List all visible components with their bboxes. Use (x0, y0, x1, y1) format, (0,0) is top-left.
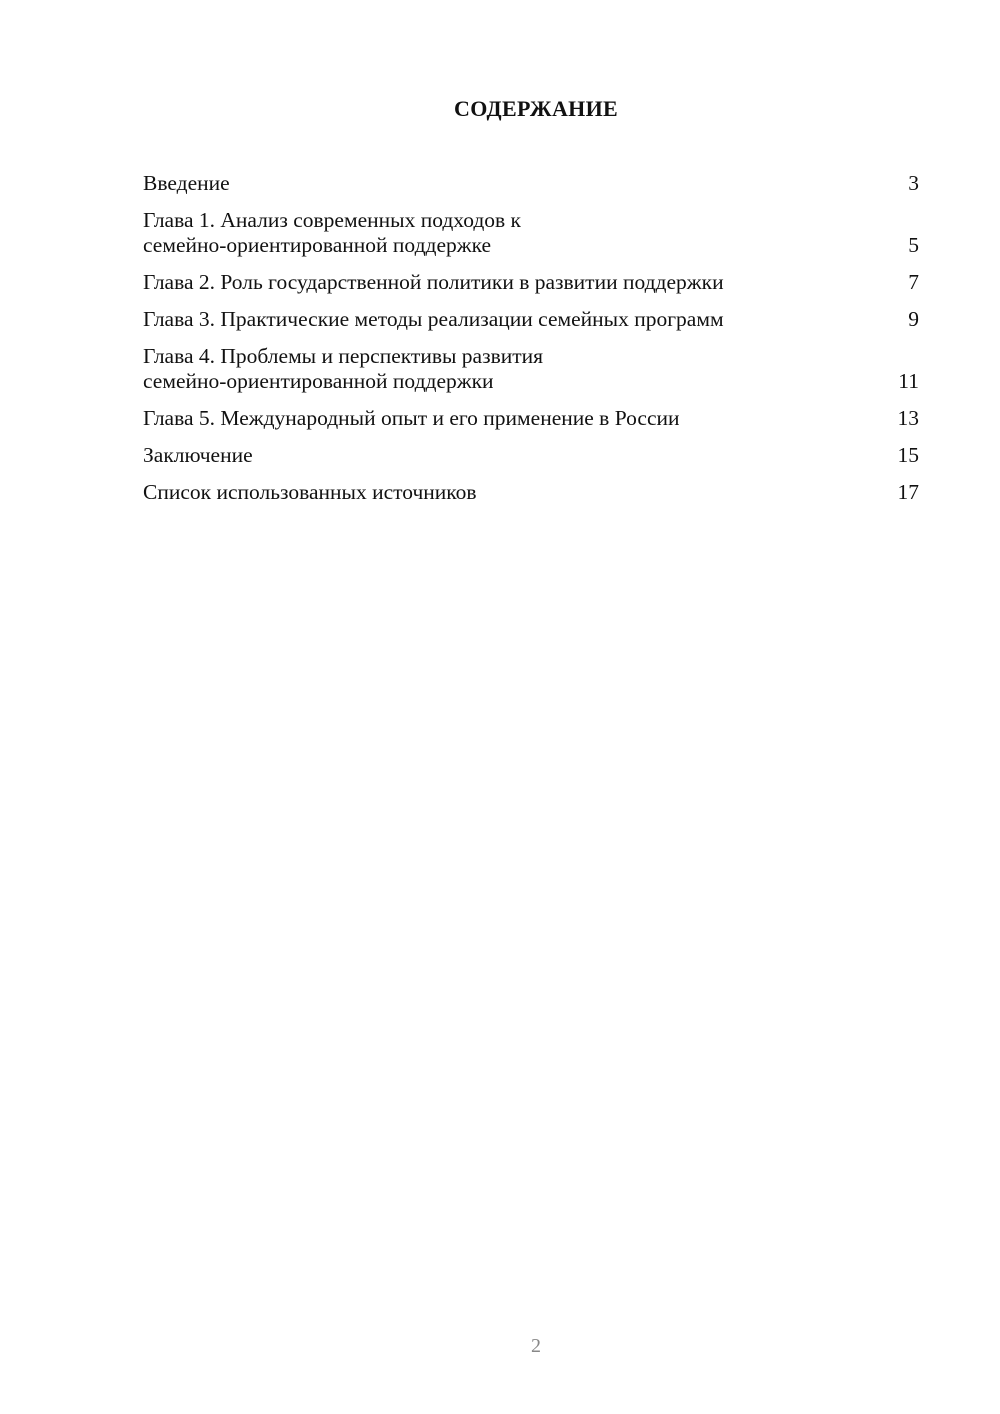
page-number: 2 (531, 1335, 541, 1357)
toc-entry-label (143, 480, 477, 505)
toc-entry-page: 9 (908, 307, 919, 331)
page-title: СОДЕРЖАНИЕ (454, 96, 618, 121)
toc-entry-chapter-2 (143, 270, 919, 295)
toc-entry-label (143, 443, 253, 468)
toc-entry-chapter-1 (143, 208, 919, 258)
toc-entry-chapter-5 (143, 406, 919, 431)
toc-entry-introduction (143, 171, 919, 196)
toc-entry-line: семейно-ориентированной поддержки (143, 369, 494, 393)
toc-entry-label (143, 307, 724, 332)
toc-entry-page: 17 (897, 480, 919, 504)
toc-entry-line: Заключение (143, 443, 253, 467)
table-of-contents (143, 171, 919, 517)
toc-entry-page: 7 (908, 270, 919, 294)
toc-entry-label (143, 406, 680, 431)
toc-entry-line: Глава 1. Анализ современных подходов к (143, 208, 522, 232)
toc-entry-line: Глава 5. Международный опыт и его применение в России (143, 406, 680, 430)
toc-entry-line: Глава 4. Проблемы и перспективы развития (143, 344, 544, 368)
toc-entry-line: Глава 2. Роль государственной политики в развитии поддержки (143, 270, 724, 294)
toc-entry-page: 11 (898, 369, 919, 393)
toc-entry-references (143, 480, 919, 505)
toc-entry-chapter-4 (143, 344, 919, 394)
toc-entry-conclusion (143, 443, 919, 468)
toc-entry-page: 5 (908, 233, 919, 257)
toc-entry-line: Глава 3. Практические методы реализации семейных программ (143, 307, 724, 331)
toc-entry-label (143, 270, 724, 295)
toc-entry-label (143, 208, 521, 258)
toc-entry-line: Список использованных источников (143, 480, 477, 504)
toc-entry-line: семейно-ориентированной поддержке (143, 233, 492, 257)
toc-entry-line: Введение (143, 171, 230, 195)
toc-entry-label (143, 171, 230, 196)
toc-entry-page: 13 (897, 406, 919, 430)
toc-entry-page: 3 (908, 171, 919, 195)
toc-entry-chapter-3 (143, 307, 919, 332)
toc-entry-page: 15 (897, 443, 919, 467)
toc-entry-label (143, 344, 543, 394)
